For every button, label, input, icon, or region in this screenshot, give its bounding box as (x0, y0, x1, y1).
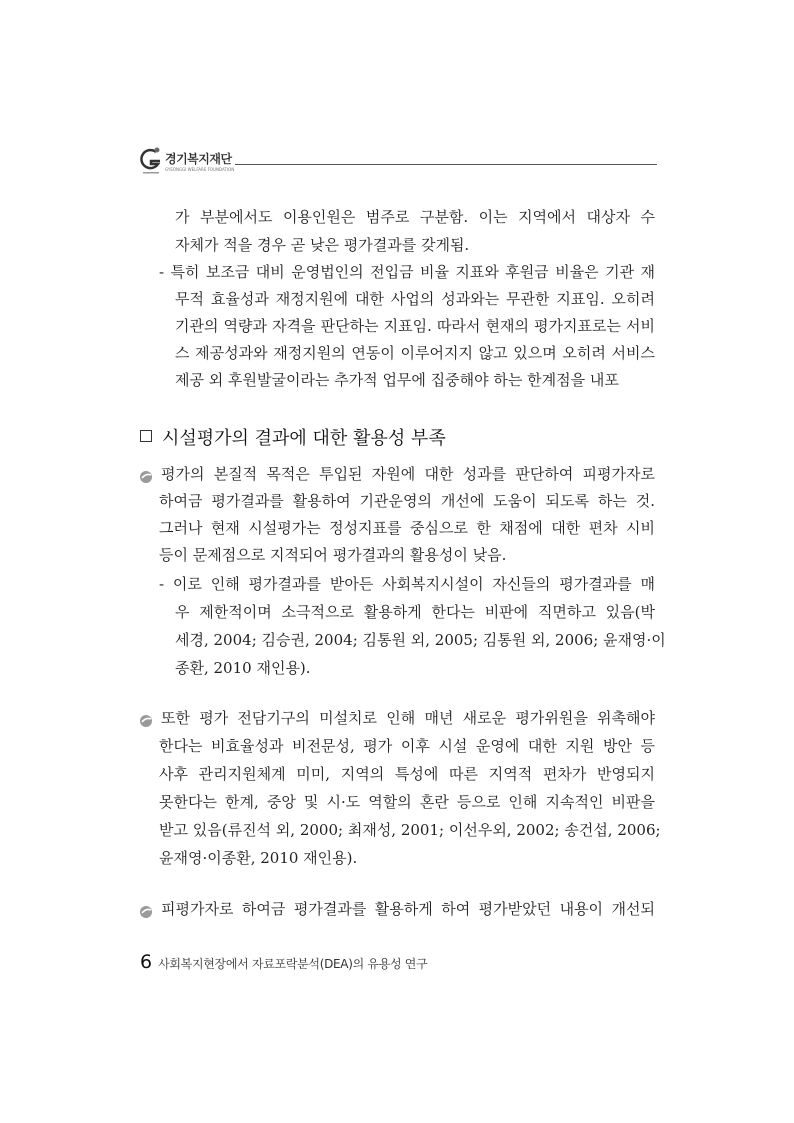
foundation-logo (139, 146, 163, 176)
page-footer (140, 951, 427, 973)
header-rule (235, 164, 657, 165)
org-subtitle: GYEONGGI WELFARE FOUNDATION (165, 167, 235, 172)
bullet-line: 한다는 비효율성과 비전문성, 평가 이후 시설 운영에 대한 지원 방안 등 (159, 737, 655, 755)
dash-item-line: 우 제한적이며 소극적으로 활용하게 한다는 비판에 직면하고 있음(박 (175, 603, 655, 621)
bullet-line: 또한 평가 전담기구의 미설치로 인해 매년 새로운 평가위원을 위촉해야 (161, 709, 655, 727)
text-line: 가 부분에서도 이용인원은 범주로 구분함. 이는 지역에서 대상자 수 (175, 208, 655, 226)
bullet-line: 그러나 현재 시설평가는 정성지표를 중심으로 한 채점에 대한 편차 시비 (159, 519, 655, 537)
bullet-line: 사후 관리지원체계 미미, 지역의 특성에 따른 지역적 편차가 반영되지 (159, 765, 655, 783)
bullet-line: 못한다는 한계, 중앙 및 시·도 역할의 혼란 등으로 인해 지속적인 비판을 (159, 793, 655, 811)
dash-item-line: - 특히 보조금 대비 운영법인의 전입금 비율 지표와 후원금 비율은 기관 재 (159, 263, 655, 281)
dash-item-line: - 이로 인해 평가결과를 받아든 사회복지시설이 자신들의 평가결과를 매 (159, 575, 655, 593)
page-number: 6 (140, 951, 153, 973)
org-name: 경기복지재단 (165, 152, 232, 166)
bullet-sphere-icon (139, 470, 153, 484)
bullet-line: 평가의 본질적 목적은 투입된 자원에 대한 성과를 판단하여 피평가자로 (161, 465, 655, 483)
dash-item-line: 무적 효율성과 재정지원에 대한 사업의 성과와는 무관한 지표임. 오히려 (175, 290, 655, 308)
section-title: 시설평가의 결과에 대한 활용성 부족 (162, 428, 446, 449)
dash-item-line: 종환, 2010 재인용). (175, 659, 311, 677)
bullet-line: 받고 있음(류진석 외, 2000; 최재성, 2001; 이선우외, 2002; 송건섭, 2006; (159, 821, 661, 839)
text-line: 자체가 적을 경우 곧 낮은 평가결과를 갖게됨. (175, 236, 470, 254)
dash-item-line: 스 제공성과와 재정지원의 연동이 이루어지지 않고 있으며 오히려 서비스 (175, 344, 655, 362)
checkbox-square-icon (140, 430, 152, 442)
bullet-line: 윤재영·이종환, 2010 재인용). (159, 849, 358, 867)
dash-item-line: 제공 외 후원발굴이라는 추가적 업무에 집중해야 하는 한계점을 내포 (175, 371, 619, 389)
running-title: 사회복지현장에서 자료포락분석(DEA)의 유용성 연구 (158, 957, 428, 971)
bullet-line: 하여금 평가결과를 활용하여 기관운영의 개선에 도움이 되도록 하는 것. (159, 492, 655, 510)
dash-item-line: 기관의 역량과 자격을 판단하는 지표임. 따라서 현재의 평가지표로는 서비 (175, 317, 655, 335)
section-heading (140, 424, 660, 450)
bullet-sphere-icon (139, 905, 153, 919)
bullet-sphere-icon (139, 714, 153, 728)
page-header (139, 146, 657, 180)
dash-item-line: 세경, 2004; 김승권, 2004; 김통원 외, 2005; 김통원 외, 2006; 윤재영·이 (175, 631, 666, 649)
bullet-line: 등이 문제점으로 지적되어 평가결과의 활용성이 낮음. (159, 546, 507, 564)
bullet-line: 피평가자로 하여금 평가결과를 활용하게 하여 평가받았던 내용이 개선되 (161, 900, 655, 918)
